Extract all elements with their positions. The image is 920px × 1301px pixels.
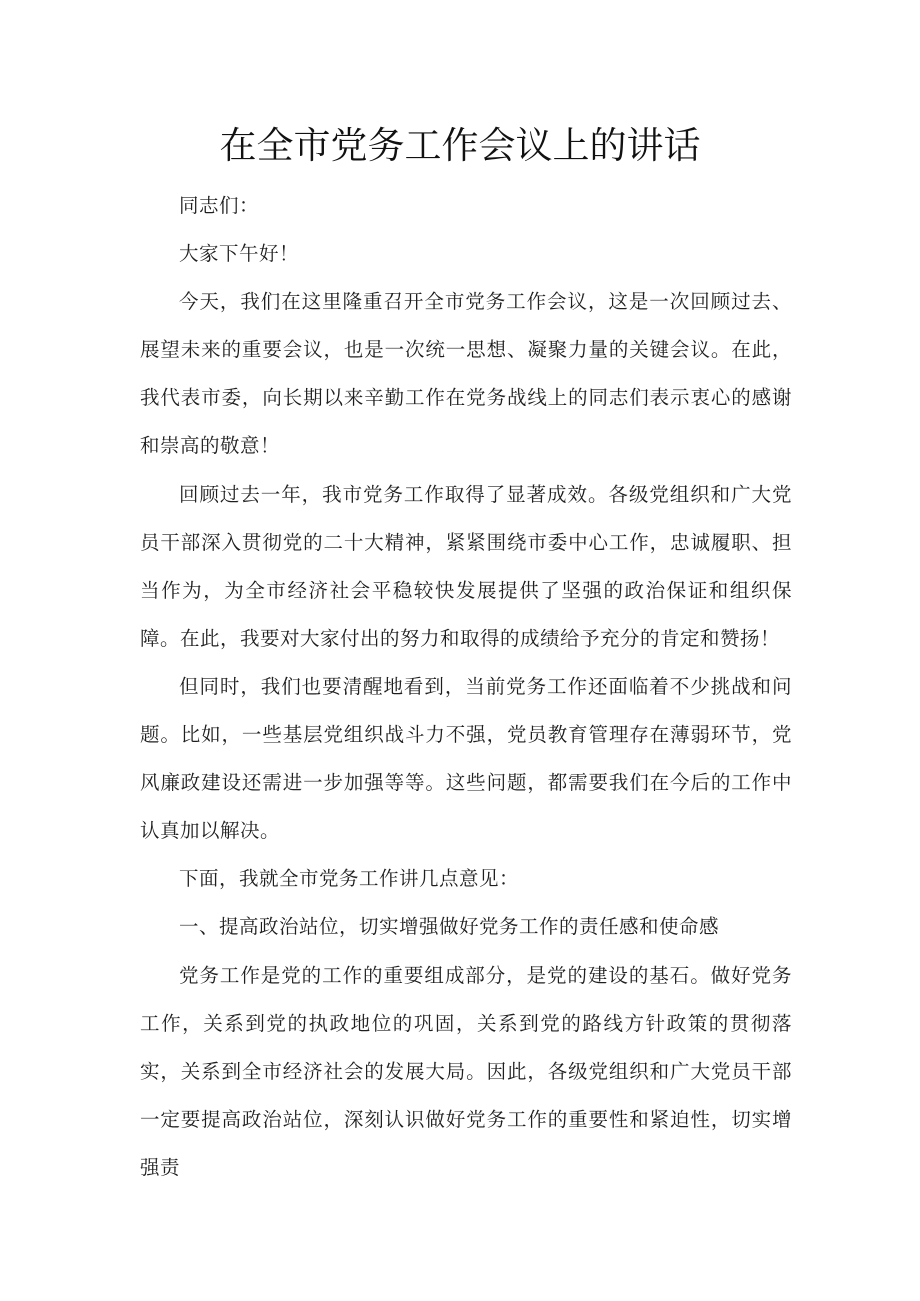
paragraph-salutation: 同志们：	[179, 194, 260, 217]
document-body	[140, 182, 792, 1192]
paragraph-greeting: 大家下午好！	[179, 242, 300, 266]
paragraph: 但同时，我们也要清醒地看到，当前党务工作还面临着不少挑战和问题。比如，一些基层党组织战斗力不强，党员教育管理存在薄弱环节，党风廉政建设还需进一步加强等等。这些问题，都需要我们在今后的工作中认真加以解决。	[140, 674, 792, 843]
section-heading: 一、提高政治站位，切实增强做好党务工作的责任感和使命感	[179, 915, 720, 939]
document-title: 在全市党务工作会议上的讲话	[219, 124, 701, 167]
paragraph: 党务工作是党的工作的重要组成部分，是党的建设的基石。做好党务工作，关系到党的执政地位的巩固，关系到党的路线方针政策的贯彻落实，关系到全市经济社会的发展大局。因此，各级党组织和广大党员干部一定要提高政治站位，深刻认识做好党务工作的重要性和紧迫性，切实增强责	[140, 963, 792, 1179]
paragraph: 今天，我们在这里隆重召开全市党务工作会议，这是一次回顾过去、展望未来的重要会议，也是一次统一思想、凝聚力量的关键会议。在此，我代表市委，向长期以来辛勤工作在党务战线上的同志们表示衷心的感谢和崇高的敬意！	[140, 290, 792, 458]
paragraph: 回顾过去一年，我市党务工作取得了显著成效。各级党组织和广大党员干部深入贯彻党的二十大精神，紧紧围绕市委中心工作，忠诚履职、担当作为，为全市经济社会平稳较快发展提供了坚强的政治保证和组织保障。在此，我要对大家付出的努力和取得的成绩给予充分的肯定和赞扬！	[140, 482, 792, 650]
paragraph: 下面，我就全市党务工作讲几点意见：	[179, 867, 520, 891]
